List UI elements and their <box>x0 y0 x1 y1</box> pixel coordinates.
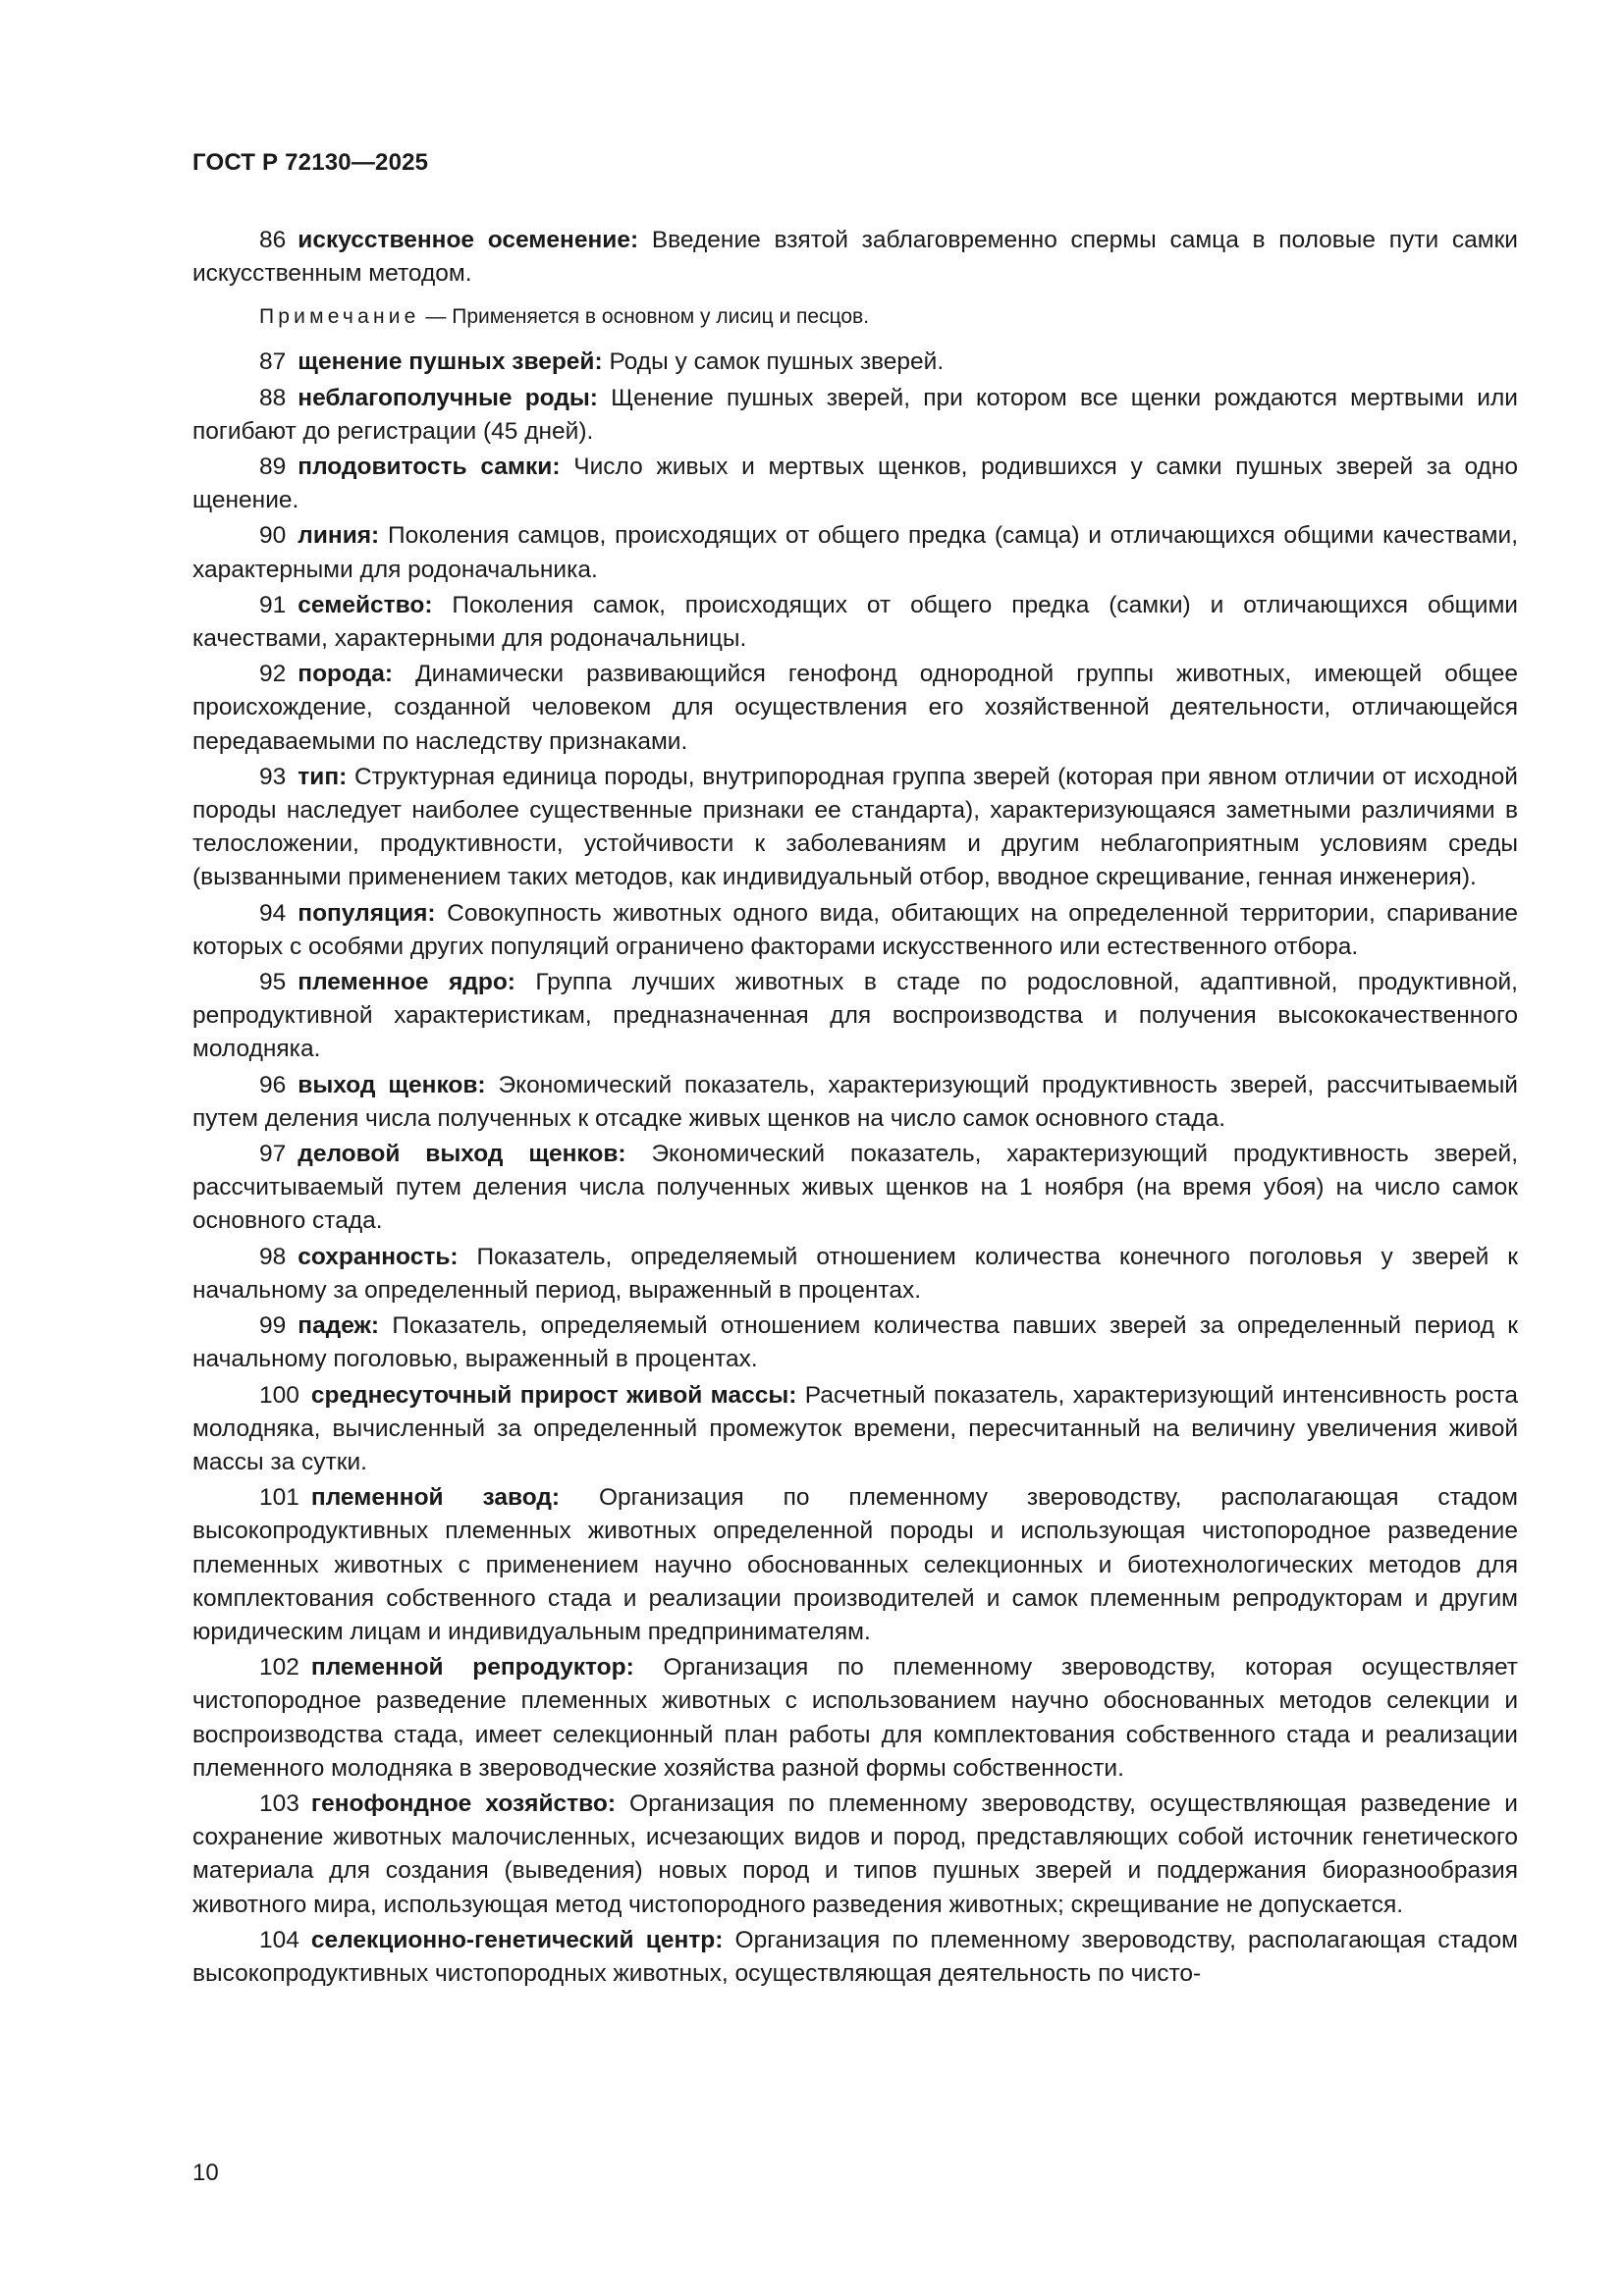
term-number: 97 <box>259 1141 287 1168</box>
note-label: Примечание <box>259 305 420 329</box>
document-body <box>192 224 1518 1993</box>
term-title: селекционно-генетический центр: <box>310 1926 724 1953</box>
term-title: плодовитость самки: <box>298 454 561 481</box>
term-entry-91 <box>192 589 1518 656</box>
term-title: щенение пушных зверей: <box>298 348 603 376</box>
term-definition: Показатель, определяемый отношением количества павших зверей за определенный период к начальному поголовью, выраженный в процентах. <box>192 1312 1518 1373</box>
term-title: семейство: <box>298 591 433 618</box>
term-entry-100 <box>192 1379 1518 1480</box>
term-title: генофондное хозяйство: <box>310 1789 616 1817</box>
term-definition: Структурная единица породы, внутрипородная группа зверей (которая при явном отличии от исходной породы наследует наиболее существенные признаки ее стандарта), характеризующаяся заметными различиями в телосложении, продуктивности, устойчивости к заболеваниям и другим неблагоприятным условиям среды (вызванными применением таких методов, как индивидуальный отбор, вводное скрещивание, генная инженерия). <box>192 763 1518 891</box>
term-entry-94 <box>192 897 1518 964</box>
term-entry-103 <box>192 1788 1518 1922</box>
term-number: 101 <box>259 1484 299 1512</box>
term-number: 102 <box>259 1654 299 1682</box>
term-number: 99 <box>259 1312 287 1340</box>
term-number: 104 <box>259 1926 299 1953</box>
term-definition: Число живых и мертвых щенков, родившихся у самки пушных зверей за одно щенение. <box>192 454 1519 514</box>
term-definition: Расчетный показатель, характеризующий интенсивность роста молодняка, вычисленный за определенный промежуток времени, пересчитанный на величину увеличения живой массы за сутки. <box>192 1381 1518 1475</box>
term-entry-101 <box>192 1481 1518 1649</box>
term-title: неблагополучные роды: <box>298 384 598 411</box>
term-note-86 <box>192 302 1518 332</box>
term-entry-93 <box>192 761 1518 895</box>
term-number: 98 <box>259 1243 287 1270</box>
term-definition: Введение взятой заблаговременно спермы самца в половые пути самки искусственным методом. <box>192 227 1518 288</box>
document-header: ГОСТ Р 72130—2025 <box>192 149 429 176</box>
term-definition: Группа лучших животных в стаде по родословной, адаптивной, продуктивной, репродуктивной характеристикам, предназначенная для воспроизводства и получения высококачественного молодняка. <box>192 969 1518 1063</box>
term-title: племенное ядро: <box>298 969 515 996</box>
term-definition: Поколения самцов, происходящих от общего предка (самца) и отличающихся общими качествами, характерными для родоначальника. <box>192 522 1519 583</box>
term-title: популяция: <box>298 899 436 927</box>
term-entry-96 <box>192 1069 1518 1136</box>
term-definition: Организация по племенному звероводству, которая осуществляет чистопородное разведение племенных животных с использованием научно обоснованных методов селекции и воспроизводства стада, имеет селекционный план работы для комплектования собственного стада и реализации племенного молодняка в звероводческие хозяйства разной формы собственности. <box>192 1654 1518 1782</box>
term-entry-102 <box>192 1651 1518 1786</box>
term-number: 92 <box>259 661 287 688</box>
term-entry-97 <box>192 1138 1518 1239</box>
term-definition: Организация по племенному звероводству, располагающая стадом высокопродуктивных чистопородных животных, осуществляющая деятельность по чисто- <box>192 1926 1518 1987</box>
term-title: тип: <box>298 763 348 790</box>
term-entry-88 <box>192 382 1518 449</box>
term-entry-104 <box>192 1924 1518 1991</box>
term-number: 94 <box>259 899 287 927</box>
term-entry-86 <box>192 224 1518 291</box>
term-definition: Организация по племенному звероводству, располагающая стадом высокопродуктивных племенных животных определенной породы и использующая чистопородное разведение племенных животных с применением научно обоснованных селекционных и биотехнологических методов для комплектования собственного стада и реализации производителей и самок племенным репродукторам и другим юридическим лицам и индивидуальным предпринимателям. <box>192 1484 1519 1645</box>
term-definition: Организация по племенному звероводству, осуществляющая разведение и сохранение животных малочисленных, исчезающих видов и пород, представляющих собой источник генетического материала для создания (выведения) новых пород и типов пушных зверей и поддержания биоразнообразия животного мира, использующая метод чистопородного разведения животных; скрещивание не допускается. <box>192 1789 1518 1918</box>
term-title: линия: <box>298 522 380 550</box>
term-number: 87 <box>259 348 287 376</box>
page-number: 10 <box>192 2160 219 2186</box>
term-number: 93 <box>259 763 287 790</box>
term-title: сохранность: <box>298 1243 459 1270</box>
term-title: деловой выход щенков: <box>298 1141 626 1168</box>
term-number: 88 <box>259 384 287 411</box>
note-text: — Применяется в основном у лисиц и песцов. <box>425 305 870 329</box>
term-definition: Экономический показатель, характеризующий продуктивность зверей, рассчитываемый путем деления числа полученных к отсадке живых щенков на число самок основного стада. <box>192 1071 1518 1132</box>
term-entry-92 <box>192 658 1518 759</box>
term-title: племенной репродуктор: <box>310 1654 634 1682</box>
term-definition: Совокупность животных одного вида, обитающих на определенной территории, спаривание которых с особями других популяций ограничено факторами искусственного или естественного отбора. <box>192 899 1519 960</box>
term-entry-99 <box>192 1309 1518 1376</box>
term-number: 90 <box>259 522 287 550</box>
term-number: 89 <box>259 454 287 481</box>
term-number: 96 <box>259 1071 287 1098</box>
term-entry-98 <box>192 1241 1518 1308</box>
term-number: 91 <box>259 591 287 618</box>
term-number: 100 <box>259 1381 299 1409</box>
term-number: 86 <box>259 227 287 253</box>
term-title: племенной завод: <box>310 1484 561 1512</box>
term-entry-95 <box>192 966 1518 1067</box>
term-definition: Динамически развивающийся генофонд однородной группы животных, имеющей общее происхождение, созданной человеком для осуществления его хозяйственной деятельности, отличающейся передаваемыми по наследству признаками. <box>192 661 1518 755</box>
term-definition: Показатель, определяемый отношением количества конечного поголовья у зверей к начальному за определенный период, выраженный в процентах. <box>192 1243 1518 1304</box>
term-definition: Поколения самок, происходящих от общего предка (самки) и отличающихся общими качествами, характерными для родоначальницы. <box>192 591 1518 653</box>
term-definition: Экономический показатель, характеризующий продуктивность зверей, рассчитываемый путем деления числа полученных живых щенков на 1 ноября (на время убоя) на число самок основного стада. <box>192 1141 1518 1235</box>
term-title: выход щенков: <box>298 1071 486 1098</box>
term-title: среднесуточный прирост живой массы: <box>310 1381 797 1409</box>
term-number: 103 <box>259 1789 299 1817</box>
term-entry-87 <box>192 346 1518 379</box>
term-entry-90 <box>192 519 1518 586</box>
term-definition: Щенение пушных зверей, при котором все щенки рождаются мертвыми или погибают до регистрации (45 дней). <box>192 384 1518 445</box>
term-number: 95 <box>259 969 287 996</box>
term-title: порода: <box>298 661 393 688</box>
term-definition: Роды у самок пушных зверей. <box>609 348 945 376</box>
term-title: искусственное осеменение: <box>298 227 639 253</box>
term-entry-89 <box>192 451 1518 517</box>
term-title: падеж: <box>298 1312 380 1340</box>
